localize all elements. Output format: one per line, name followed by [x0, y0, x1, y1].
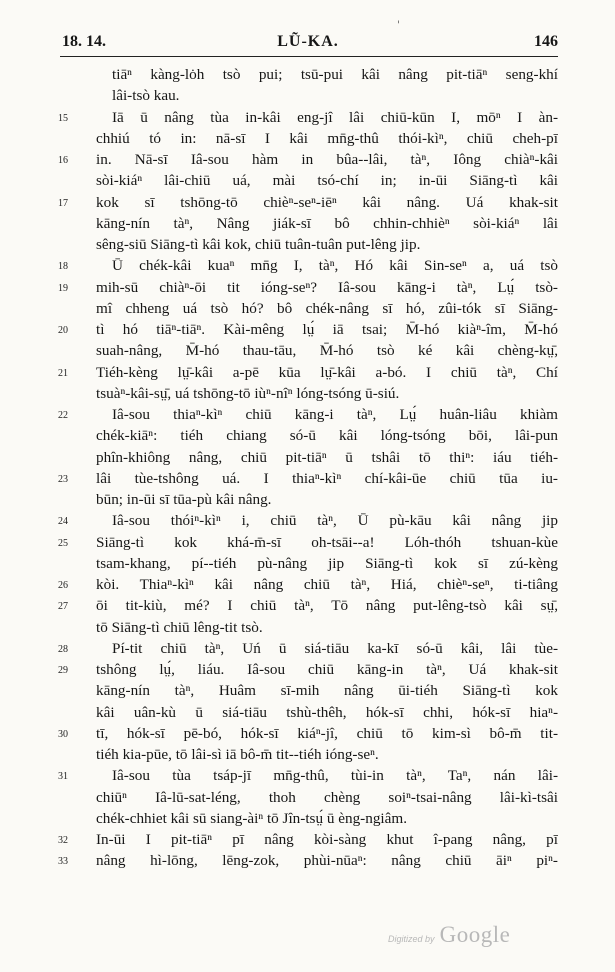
book-title: LŨ-KA. [277, 33, 339, 50]
line-text: nâng hì-lōng, lēng-zok, phùi-nūaⁿ: nâng chiū āiⁿ piⁿ- [96, 852, 558, 870]
line-text: chék-chhiet kâi sū siang-àiⁿ tō Jîn-tsṳ́ ū èng-ngiâm. [96, 809, 407, 827]
line-text: tiéh kia-pūe, tō lâi-sì iā bô-m̄ tit--tiéh ióng-seⁿ. [96, 746, 379, 763]
text-line [0, 340, 615, 361]
digitized-watermark [388, 922, 510, 950]
line-text: būn; in-ūi sī tūa-pù kâi nâng. [96, 491, 272, 508]
line-text: tō Siāng-tì chiū lêng-tit tsò. [96, 618, 263, 636]
verse-number: 19 [58, 282, 68, 294]
verse-number: 25 [58, 537, 68, 549]
line-text: lâi-tsò kau. [112, 87, 180, 105]
verse-number: 15 [58, 112, 68, 124]
line-text: tshông lṳ́, liáu. Iâ-sou chiū kāng-in tàⁿ, Uá khak-sit [96, 661, 558, 678]
line-text: phîn-khiông nâng, chiū pit-tiāⁿ ū tshâi tō thiⁿ: iáu tiéh- [96, 448, 558, 466]
text-line [0, 617, 615, 638]
text-line [0, 532, 615, 553]
line-text: kāng-nín tàⁿ, Huâm sī-mih nâng ūi-tiéh Siāng-tì kok [96, 682, 558, 700]
line-text: In-ūi I pit-tiāⁿ pī nâng kòi-sàng khut î-pang nâng, pī [96, 831, 558, 848]
line-text: Iā ū nâng tùa in-kâi eng-jî lâi chiū-kūn I, mōⁿ I àn- [112, 108, 558, 126]
line-text: tī, hók-sī pē-bó, hók-sī kiáⁿ-jî, chiū tō kim-sì bô-m̄ tit- [96, 724, 558, 742]
text-line [0, 128, 615, 149]
verse-number: 26 [58, 580, 68, 591]
verse-number: 27 [58, 601, 68, 613]
verse-number: 28 [58, 643, 68, 655]
line-text: kâi uân-kù ū siá-tiāu tshù-thêh, hók-sī chhi, hók-sī hiaⁿ- [96, 703, 558, 721]
text-line [0, 192, 615, 213]
text-line [0, 107, 615, 128]
text-line [0, 425, 615, 446]
verse-number: 29 [58, 665, 68, 676]
verse-number: 23 [58, 473, 68, 485]
text-line [0, 149, 615, 170]
text-line [0, 850, 615, 871]
text-line [0, 362, 615, 383]
line-text: sòi-kiáⁿ lâi-chiū uá, mài tsó-chí in; in-ūi Siāng-tì kâi [96, 172, 558, 190]
verse-number: 22 [58, 410, 68, 421]
line-text: chhiú tó in: nā-sī I kâi mn̄g-thû thói-kìⁿ, chiū cheh-pī [96, 129, 558, 147]
text-line [0, 298, 615, 319]
line-text: tiāⁿ kàng-lȯh tsò pui; tsū-pui kâi nâng pit-tiāⁿ seng-khí [112, 66, 558, 83]
verse-number: 18 [58, 261, 68, 273]
line-text: chék-kiāⁿ: tiéh chiang só-ū kâi lóng-tsóng bōi, lâi-pun [96, 427, 558, 445]
text-line [0, 489, 615, 510]
line-text: mih-sū chiàⁿ-ōi tit ióng-seⁿ? Iâ-sou kāng-i tàⁿ, Lṳ́ tsò- [96, 278, 558, 296]
text-line [0, 638, 615, 659]
text-line [0, 170, 615, 191]
text-line [0, 510, 615, 531]
text-line [0, 680, 615, 701]
print-mark: ' [397, 20, 400, 31]
text-line [0, 595, 615, 616]
verse-number: 31 [58, 771, 68, 783]
text-line [0, 64, 615, 85]
header-rule [60, 56, 558, 57]
verse-number: 21 [58, 367, 68, 379]
text-line [0, 574, 615, 595]
text-line [0, 787, 615, 808]
line-text: ōi tit-kiù, mé? I chiū tàⁿ, Tō nâng put-lêng-tsò kâi sṳ̄, [96, 597, 558, 615]
line-text: kok sī tshōng-tō chièⁿ-seⁿ-iēⁿ kâi nâng. Uá khak-sit [96, 193, 558, 211]
line-text: kāng-nín tàⁿ, Nâng jiák-sī bô chhin-chhièⁿ sòi-kiáⁿ lâi [96, 214, 558, 232]
text-line [0, 85, 615, 106]
line-text: Iâ-sou thiaⁿ-kìⁿ chiū kāng-i tàⁿ, Lṳ́ huân-liâu khiàm [112, 406, 558, 423]
line-text: chiūⁿ Iâ-lū-sat-léng, thoh chèng soiⁿ-tsai-nâng lâi-kì-tsâi [96, 788, 558, 806]
watermark-prefix: Digitized by [388, 934, 435, 944]
text-line [0, 829, 615, 850]
line-text: tsuàⁿ-kâi-sṳ̄, uá tshōng-tō iùⁿ-nîⁿ lóng-tsóng ū-siú. [96, 384, 400, 402]
text-line [0, 659, 615, 680]
text-line [0, 468, 615, 489]
text-line [0, 255, 615, 276]
text-line [0, 213, 615, 234]
line-text: tsam-khang, pí--tiéh pù-nâng jip Siāng-tì kok sī zú-kèng [96, 554, 558, 572]
text-line [0, 744, 615, 765]
watermark-brand: Google [439, 922, 511, 947]
line-text: lâi tùe-tshông uá. I thiaⁿ-kìⁿ chí-kâi-ūe chiū tūa iu- [96, 469, 558, 487]
verse-number: 32 [58, 835, 68, 846]
text-line [0, 702, 615, 723]
line-text: mî chheng uá tsò hó? bô chék-nâng sī hó, zûi-tók sī Siāng- [96, 299, 558, 317]
text-line [0, 553, 615, 574]
line-text: suah-nâng, M̄-hó thau-tāu, M̄-hó tsò ké kâi chèng-kṳ̄, [96, 342, 558, 360]
text-line [0, 808, 615, 829]
line-text: tì hó tiāⁿ-tiāⁿ. Kài-mêng lṳ́ iā tsai; M̄-hó kiàⁿ-îm, M̄-hó [96, 321, 558, 338]
verse-number: 17 [58, 197, 68, 209]
text-line [0, 383, 615, 404]
text-line [0, 765, 615, 786]
chapter-reference: 18. 14. [62, 33, 106, 50]
text-line [0, 277, 615, 298]
verse-number: 33 [58, 856, 68, 868]
verse-number: 30 [58, 728, 68, 740]
line-text: Siāng-tì kok khá-m̄-sī oh-tsāi--a! Lóh-thóh tshuan-kùe [96, 533, 558, 551]
text-line [0, 234, 615, 255]
verse-number: 16 [58, 155, 68, 166]
line-text: Ū chék-kâi kuaⁿ mn̄g I, tàⁿ, Hó kâi Sin-seⁿ a, uá tsò [112, 257, 558, 275]
text-line [0, 404, 615, 425]
text-line [0, 447, 615, 468]
text-line [0, 723, 615, 744]
verse-number: 24 [58, 516, 68, 528]
line-text: Tiéh-kèng lṳ̄-kâi a-pē kūa lṳ̄-kâi a-bó. I chiū tàⁿ, Chí [96, 363, 558, 381]
line-text: Iâ-sou thóiⁿ-kìⁿ i, chiū tàⁿ, Ū pù-kāu kâi nâng jip [112, 512, 558, 530]
text-line [0, 319, 615, 340]
page-number: 146 [534, 33, 558, 50]
line-text: Pí-tit chiū tàⁿ, Uń ū siá-tiāu ka-kī só-ū kâi, lâi tùe- [112, 639, 558, 657]
line-text: kòi. Thiaⁿ-kìⁿ kâi nâng chiū tàⁿ, Hiá, chièⁿ-seⁿ, ti-tiâng [96, 576, 558, 593]
verse-number: 20 [58, 325, 68, 336]
line-text: Iâ-sou tùa tsáp-jī mn̄g-thû, tùi-in tàⁿ, Taⁿ, nán lâi- [112, 767, 558, 785]
line-text: sêng-siū Siāng-tì kâi kok, chiū tuân-tuân put-lêng jip. [96, 236, 421, 253]
page-header [58, 33, 558, 55]
line-text: in. Nā-sī Iâ-sou hàm in bûa--lâi, tàⁿ, Iông chiàⁿ-kâi [96, 151, 558, 168]
